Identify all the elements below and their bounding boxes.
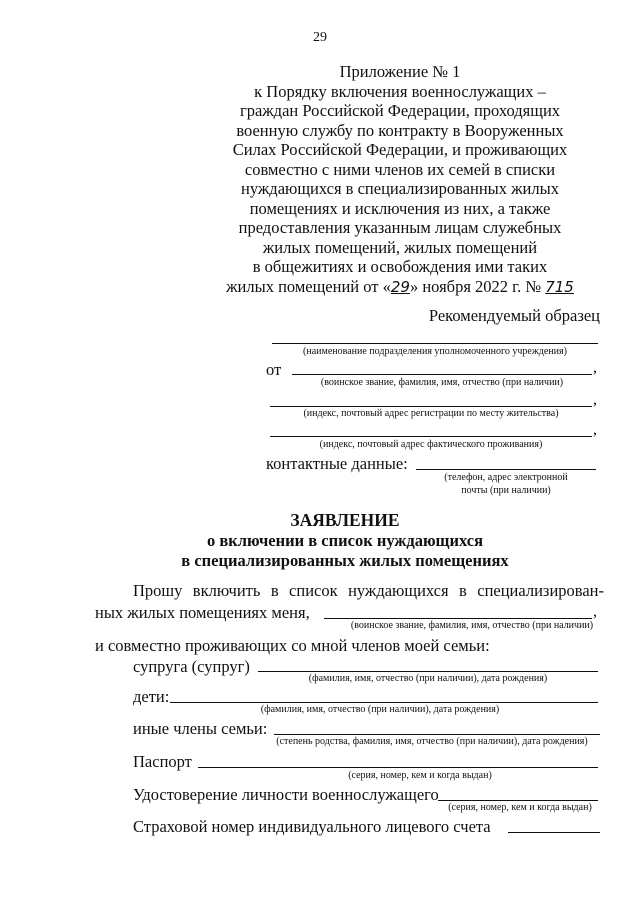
- appendix-prefix: жилых помещений от «: [226, 276, 391, 296]
- contacts-caption: (телефон, адрес электронной: [444, 472, 568, 483]
- passport-line[interactable]: [198, 767, 598, 768]
- appendix-line: нуждающихся в специализированных жилых: [241, 179, 559, 198]
- rank-field-line[interactable]: [292, 374, 592, 375]
- document-subtitle: о включении в список нуждающихся: [206, 531, 484, 550]
- appendix-line: военную службу по контракту в Вооруженных: [236, 120, 564, 140]
- others-label: иные члены семьи:: [133, 719, 268, 738]
- spouse-caption: (фамилия, имя, отчество (при наличии), дата рождения): [308, 673, 548, 684]
- spouse-label: супруга (супруг): [133, 657, 250, 676]
- contacts-caption: почты (при наличии): [461, 485, 551, 496]
- page-number: 29: [313, 30, 327, 45]
- appendix-block: [190, 62, 610, 297]
- military-id-label: Удостоверение личности военнослужащего: [133, 785, 439, 804]
- snils-line[interactable]: [508, 832, 600, 833]
- request-line-1: Прошу включить в список нуждающихся в специализирован-: [133, 581, 604, 600]
- others-line[interactable]: [274, 734, 600, 735]
- reg-address-line[interactable]: [270, 406, 592, 407]
- actual-address-caption: (индекс, почтовый адрес фактического проживания): [319, 439, 543, 450]
- spouse-line[interactable]: [258, 671, 598, 672]
- appendix-line: помещениях и исключения из них, а также: [249, 198, 551, 218]
- request-line-3: и совместно проживающих со мной членов моей семьи:: [95, 636, 490, 655]
- appendix-line: предоставления указанным лицам служебных: [238, 218, 562, 237]
- passport-caption: (серия, номер, кем и когда выдан): [348, 770, 492, 781]
- appendix-line: к Порядку включения военнослужащих –: [254, 81, 546, 101]
- rank-caption: (воинское звание, фамилия, имя, отчество (при наличии): [320, 377, 564, 388]
- recommended-sample-label: Рекомендуемый образец: [428, 306, 600, 325]
- military-id-line[interactable]: [438, 800, 598, 801]
- military-id-caption: (серия, номер, кем и когда выдан): [448, 802, 592, 813]
- appendix-last-line: [190, 277, 610, 298]
- appendix-middle: » ноября 2022 г. №: [409, 276, 546, 296]
- others-caption: (степень родства, фамилия, имя, отчество (при наличии), дата рождения): [276, 736, 588, 747]
- snils-label: Страховой номер индивидуального лицевого счета: [133, 817, 491, 836]
- comma: ,: [593, 421, 597, 438]
- comma: ,: [593, 359, 597, 376]
- appendix-line: Приложение № 1: [339, 62, 461, 81]
- appendix-line: Силах Российской Федерации, и проживающих: [232, 140, 568, 159]
- unit-field-line[interactable]: [272, 343, 598, 344]
- contacts-line[interactable]: [416, 469, 596, 470]
- from-label: от: [266, 360, 282, 379]
- comma: ,: [593, 391, 597, 408]
- appendix-line: жилых помещений, жилых помещений: [262, 237, 538, 257]
- request-line-2: ных жилых помещениях меня,: [95, 603, 310, 622]
- comma: ,: [593, 603, 597, 620]
- reg-address-caption: (индекс, почтовый адрес регистрации по месту жительства): [303, 408, 559, 419]
- applicant-caption: (воинское звание, фамилия, имя, отчество (при наличии): [350, 620, 594, 631]
- unit-caption: (наименование подразделения уполномоченного учреждения): [303, 346, 567, 357]
- children-line[interactable]: [170, 702, 598, 703]
- document-title: ЗАЯВЛЕНИЕ: [290, 510, 400, 530]
- passport-label: Паспорт: [133, 752, 192, 771]
- contacts-label: контактные данные:: [266, 454, 408, 473]
- applicant-line[interactable]: [324, 618, 592, 619]
- handwritten-date-day: 29: [390, 277, 410, 296]
- appendix-line: в общежитиях и освобождения ими таких: [252, 257, 548, 276]
- handwritten-order-number: 715: [545, 277, 574, 296]
- appendix-line: совместно с ними членов их семей в списки: [244, 159, 556, 179]
- children-caption: (фамилия, имя, отчество (при наличии), дата рождения): [260, 704, 500, 715]
- document-subtitle: в специализированных жилых помещениях: [181, 551, 509, 570]
- actual-address-line[interactable]: [270, 436, 592, 437]
- children-label: дети:: [133, 687, 170, 706]
- appendix-line: граждан Российской Федерации, проходящих: [239, 101, 561, 120]
